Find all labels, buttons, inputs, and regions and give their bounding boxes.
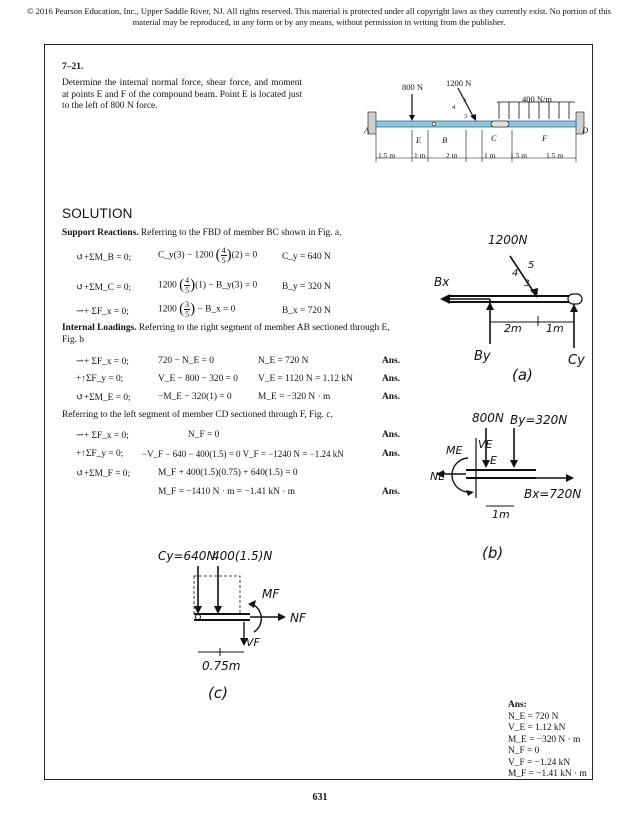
fbd-b-bx: Bx=720N [524,487,582,501]
dim-6: 1.5 m [546,151,564,160]
fraction-4-5: $\frac{4}{5}$ [185,276,190,295]
eq-bx-result: B_x = 720 N [282,306,331,316]
fbd-c-cy: Cy=640N [158,549,216,563]
fbd-c-load: 400(1.5)N [212,549,273,563]
copyright-notice: © 2016 Pearson Education, Inc., Upper Saddle River, NJ. All rights reserved. This material is protected under all copyright laws as they currently exist. No portion of this material may be reproduced, in any form or by any means, without permission in writing from the publisher. [26,6,612,27]
problem-number: 7–21. [62,62,84,72]
eq-f-fx-lhs: ⇀+ ΣF_x = 0; [76,431,129,441]
eq-e-fy-body: V_E − 800 − 320 = 0 [158,374,238,384]
eq-fx-part-a: 1200 [158,304,177,315]
eq-by-result: B_y = 320 N [282,282,331,292]
point-e: E [416,135,422,145]
fbd-a-slope3: 3 [524,279,530,289]
eq-f-m-body: M_F + 400(1.5)(0.75) + 640(1.5) = 0 [158,468,298,478]
eq-sum-mb-lhs: ↺+ΣM_B = 0; [76,253,132,263]
fbd-c-vf: VF [246,636,260,649]
ans-marker: Ans. [382,356,400,366]
fbd-a-cy: Cy [568,353,585,368]
support-reactions-intro [62,228,402,240]
ans-marker: Ans. [382,487,400,497]
problem-statement: Determine the internal normal force, shear force, and moment at points E and F of the compound beam. Point E is located just to the left of 800 N force. [62,78,302,111]
eq-f-fy-body: −V_F − 640 − 400(1.5) = 0 V_F = −1240 N = −1.24 kN [142,449,344,459]
fbd-a-bx: Bx [434,275,450,289]
dim-4: 1 m [484,151,496,160]
answers-summary [508,700,587,781]
slope-4: 4 [452,104,456,111]
fbd-b-ve: VE [478,438,493,451]
paren-close: ) [190,301,196,317]
eq-e-fy-lhs: +↑ΣF_y = 0; [76,374,124,384]
eq-f-m-lhs: ↺+ΣM_F = 0; [76,469,131,479]
eq-e-m-body: −M_E − 320(1) = 0 [158,392,232,402]
eq-f-fx-body: N_F = 0 [188,430,220,440]
eq-mf-result: M_F = −1410 N · m = −1.41 kN · m [158,487,296,497]
eq-sum-fx-lhs: ⇀+ ΣF_x = 0; [76,307,129,317]
eq-f-fy-lhs: +↑ΣF_y = 0; [76,449,124,459]
slope-3: 3 [464,113,468,120]
fbd-c-mf: MF [262,587,280,601]
answers-title: Ans: [508,700,527,710]
paren-close: ) [226,247,232,263]
label-800n: 800 N [402,82,424,92]
eq-fx-part-b: − B_x = 0 [197,304,236,315]
ans-marker: Ans. [382,392,400,402]
fbd-c [150,540,330,710]
fbd-a-by: By [474,349,491,364]
point-d: D [582,125,589,135]
fbd-a-slope5: 5 [528,260,535,271]
internal-title: Internal Loadings. [62,323,137,333]
fbd-b-e: E [490,454,497,467]
ans-marker: Ans. [382,374,400,384]
internal-text: Referring to the right segment of member AB sectioned through E, Fig. b [62,323,390,345]
eq-cy-result: C_y = 640 N [282,252,331,262]
ans-marker: Ans. [382,430,400,440]
fraction-4-5: $\frac{4}{5}$ [221,246,226,265]
eq-mc-part-b: (1) − B_y(3) = 0 [195,280,258,291]
dim-2: 1 m [414,151,426,160]
eq-me-result: M_E = −320 N · m [258,392,331,402]
solution-heading: SOLUTION [62,206,133,221]
fbd-b-dim: 1m [492,508,510,521]
answer-line: M_E = −320 N · m [508,734,581,745]
answer-line: V_E = 1.12 kN [508,723,566,733]
paren-open: ( [179,277,185,293]
point-c: C [491,133,497,143]
answer-line: N_E = 720 N [508,711,559,722]
label-distributed-load: 400 N/m [522,94,552,104]
fbd-a [420,226,590,386]
answer-line: N_F = 0 [508,746,540,756]
eq-mc-part-a: 1200 [158,280,177,291]
paren-close: ) [190,277,196,293]
fbd-b-caption: (b) [482,544,504,562]
fbd-b-me: ME [446,444,463,457]
eq-ne-result: N_E = 720 N [258,356,309,366]
eq-e-fx-lhs: ⇀+ ΣF_x = 0; [76,357,129,367]
left-segment-intro: Referring to the left segment of member CD sectioned through F, Fig. c, [62,410,333,420]
fbd-b-by: By=320N [510,413,568,427]
eq-sum-mb-body [158,246,257,265]
fbd-b-ne: NE [430,470,446,483]
answer-line: M_F = −1.41 kN · m [508,769,587,779]
point-b: B [442,135,448,145]
fraction-3-5: $\frac{3}{5}$ [185,300,190,319]
dim-1: 1.5 m [378,151,396,160]
eq-sum-mc-lhs: ↺+ΣM_C = 0; [76,283,132,293]
ans-marker: Ans. [382,449,400,459]
eq-mb-part-b: (2) = 0 [231,250,258,261]
paren-open: ( [179,301,185,317]
fbd-a-slope4: 4 [512,268,519,279]
eq-sum-fx-body [158,300,235,319]
eq-e-fx-body: 720 − N_E = 0 [158,356,214,366]
support-text: Referring to the FBD of member BC shown in Fig. a, [140,228,342,238]
fbd-c-nf: NF [290,611,306,625]
point-a: A [364,125,370,135]
paren-open: ( [215,247,221,263]
eq-ve-result: V_E = 1120 N = 1.12 kN [258,374,353,384]
support-title: Support Reactions. [62,228,139,238]
fbd-a-dim-1m: 1m [546,322,564,335]
fbd-b [426,408,592,568]
internal-loadings-intro [62,323,402,346]
dim-5: 1.5 m [510,151,528,160]
point-f: F [542,133,548,143]
answer-line: V_F = −1.24 kN [508,757,571,768]
slope-5: 5 [463,97,467,104]
fbd-c-caption: (c) [208,684,228,702]
fbd-a-force-label: 1200N [488,233,528,247]
fbd-a-dim-2m: 2m [504,322,522,335]
fbd-a-caption: (a) [512,366,533,384]
eq-sum-mc-body [158,276,257,295]
fbd-b-800n: 800N [472,411,504,425]
eq-mb-part-a: C_y(3) − 1200 [158,250,214,261]
eq-e-m-lhs: ↺+ΣM_E = 0; [76,393,131,403]
label-1200n: 1200 N [446,78,472,88]
fbd-c-dim: 0.75m [202,659,241,673]
page-number: 631 [312,792,328,803]
dim-3: 2 m [446,151,458,160]
